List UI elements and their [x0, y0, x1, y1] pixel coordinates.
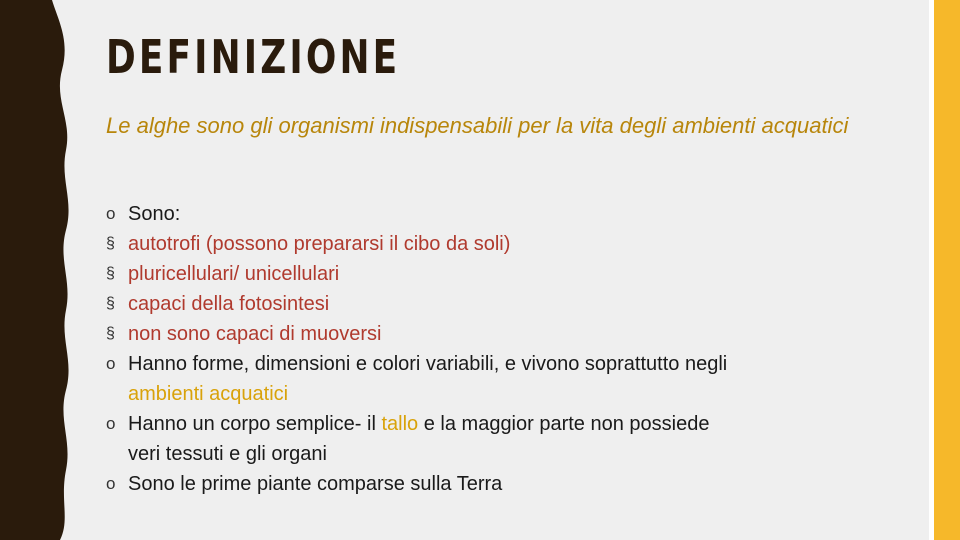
bullet-text: Hanno forme, dimensioni e colori variabili, e vivono soprattutto negli: [128, 353, 728, 375]
bullet-text-highlight: tallo: [381, 413, 419, 435]
slide-title: DEFINIZIONE: [106, 30, 401, 84]
sub-bullet-text: capaci della fotosintesi: [128, 293, 330, 315]
right-accent-stripe: [934, 0, 960, 540]
left-decorative-band: [0, 0, 80, 540]
sub-bullet-marker: §: [106, 295, 115, 312]
bullet-item: [106, 199, 906, 229]
bullet-item: [106, 409, 906, 439]
bullet-marker: o: [106, 414, 116, 433]
bullet-marker: o: [106, 474, 116, 493]
sub-bullet-text: non sono capaci di muoversi: [128, 323, 382, 345]
bullet-text: Sono:: [128, 203, 181, 225]
sub-bullet-marker: §: [106, 325, 115, 342]
bullet-marker: o: [106, 354, 116, 373]
bullet-item: [106, 349, 906, 379]
sub-bullet-item: [106, 229, 906, 259]
sub-bullet-marker: §: [106, 235, 115, 252]
sub-bullet-text: autotrofi (possono prepararsi il cibo da soli): [128, 233, 511, 255]
bullet-list: [106, 199, 906, 499]
bullet-marker: o: [106, 204, 116, 223]
sub-bullet-text: pluricellulari/ unicellulari: [128, 263, 340, 285]
bullet-text: e la maggior parte non possiede: [418, 413, 710, 435]
slide-subtitle: Le alghe sono gli organismi indispensabili per la vita degli ambienti acquatici: [106, 113, 849, 138]
bullet-continuation: [106, 379, 906, 409]
bullet-item: [106, 469, 906, 499]
bullet-text: Hanno un corpo semplice- il: [128, 413, 382, 435]
sub-bullet-marker: §: [106, 265, 115, 282]
sub-bullet-item: [106, 289, 906, 319]
sub-bullet-item: [106, 259, 906, 289]
bullet-text-highlight: ambienti acquatici: [128, 383, 289, 405]
bullet-continuation: [106, 439, 906, 469]
sub-bullet-item: [106, 319, 906, 349]
bullet-text: Sono le prime piante comparse sulla Terra: [128, 473, 503, 495]
bullet-text: veri tessuti e gli organi: [128, 443, 327, 465]
